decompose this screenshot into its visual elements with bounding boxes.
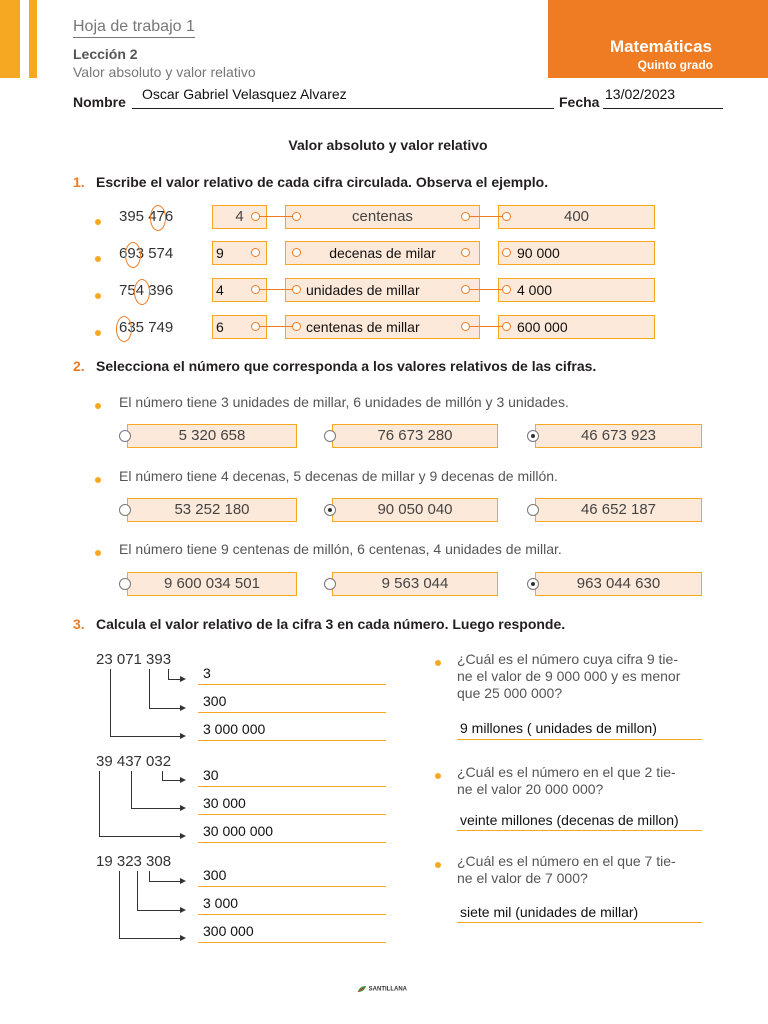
q1-number: 1. [73, 174, 85, 190]
bracket-line [119, 871, 181, 939]
answer-line [198, 942, 386, 943]
q3-number: 3. [73, 616, 85, 632]
connector-knob [292, 322, 301, 331]
q3-number-value: 19 323 308 [96, 853, 172, 870]
relative-value-box: 400 [498, 205, 655, 229]
circled-digit: 4 [135, 282, 145, 299]
bullet [95, 403, 101, 409]
q3-number-value: 23 071 393 [96, 651, 172, 668]
answer-field[interactable]: 30 000 000 [203, 823, 274, 839]
connector-knob [502, 322, 511, 331]
answer-field[interactable]: 30 000 [203, 795, 246, 811]
bullet [435, 862, 441, 868]
option-box[interactable]: 53 252 180 [127, 498, 297, 522]
answer-field[interactable]: 3 000 [203, 895, 239, 911]
q2-statement: El número tiene 9 centenas de millón, 6 centenas, 4 unidades de millar. [119, 541, 562, 557]
absolute-value-box[interactable]: 6 [212, 315, 267, 339]
answer-field[interactable]: siete mil (unidades de millar) [460, 904, 639, 920]
page-title: Valor absoluto y valor relativo [288, 137, 488, 153]
q3-question: ¿Cuál es el número en el que 7 tie- ne el valor de 7 000? [457, 853, 676, 886]
circled-digit: 4 [148, 208, 157, 225]
option-box[interactable]: 46 652 187 [535, 498, 702, 522]
q3-question: ¿Cuál es el número cuya cifra 9 tie- ne el valor de 9 000 000 y es menor que 25 000 000? [457, 651, 681, 701]
connector-knob [251, 212, 260, 221]
connector-knob [461, 322, 470, 331]
option-radio-selected[interactable] [527, 578, 539, 590]
connector-knob [251, 285, 260, 294]
answer-line [198, 712, 386, 713]
date-line [603, 108, 723, 109]
bullet [95, 550, 101, 556]
digit-circle [116, 316, 132, 342]
place-name-box: centenas [285, 205, 480, 229]
bracket-line [110, 669, 181, 737]
option-box[interactable]: 5 320 658 [127, 424, 297, 448]
place-name-box[interactable]: centenas de millar [285, 315, 480, 339]
relative-value-box[interactable]: 4 000 [498, 278, 655, 302]
connector-knob [292, 212, 301, 221]
publisher-name: SANTILLANA [368, 986, 408, 993]
connector-knob [292, 248, 301, 257]
answer-field[interactable]: 3 000 000 [203, 721, 266, 737]
answer-field[interactable]: 300 000 [203, 923, 254, 939]
answer-field[interactable]: 300 [203, 693, 227, 709]
relative-value-box[interactable]: 600 000 [498, 315, 655, 339]
absolute-value-box[interactable]: 4 [212, 278, 267, 302]
option-box[interactable]: 963 044 630 [535, 572, 702, 596]
option-radio[interactable] [324, 578, 336, 590]
header-stripe-right [29, 0, 37, 78]
answer-field[interactable]: veinte millones (decenas de millon) [460, 812, 679, 828]
option-box[interactable]: 76 673 280 [332, 424, 498, 448]
answer-line [198, 914, 386, 915]
digit-circle [134, 279, 150, 305]
option-box[interactable]: 9 563 044 [332, 572, 498, 596]
circled-number: 395 476 [119, 208, 174, 225]
connector-line [465, 289, 506, 290]
lesson-subtitle: Valor absoluto y valor relativo [73, 64, 256, 80]
option-radio[interactable] [119, 504, 131, 516]
option-box[interactable]: 90 050 040 [332, 498, 498, 522]
option-radio-selected[interactable] [324, 504, 336, 516]
bullet [95, 219, 101, 225]
answer-field[interactable]: 30 [203, 767, 219, 783]
connector-knob [461, 212, 470, 221]
option-radio[interactable] [527, 504, 539, 516]
subject-title: Matemáticas [609, 37, 712, 56]
arrow-icon [180, 833, 186, 839]
answer-line [198, 684, 386, 685]
option-radio[interactable] [324, 430, 336, 442]
arrow-icon [180, 733, 186, 739]
bullet [95, 293, 101, 299]
circled-digit: 6 [119, 319, 128, 336]
lesson-label: Lección 2 [73, 46, 138, 62]
option-box[interactable]: 9 600 034 501 [127, 572, 297, 596]
option-radio-selected[interactable] [527, 430, 539, 442]
connector-knob [251, 248, 260, 257]
subject-banner [548, 0, 768, 78]
date-label: Fecha [559, 94, 600, 110]
relative-value-box[interactable]: 90 000 [498, 241, 655, 265]
answer-line [198, 814, 386, 815]
bullet [95, 256, 101, 262]
connector-knob [461, 285, 470, 294]
name-field[interactable]: Oscar Gabriel Velasquez Alvarez [142, 86, 347, 102]
q3-question: ¿Cuál es el número en el que 2 tie- ne el valor 20 000 000? [457, 764, 676, 797]
q2-instruction: Selecciona el número que corresponda a los valores relativos de las cifras. [96, 358, 597, 374]
name-line [132, 108, 554, 109]
answer-field[interactable]: 300 [203, 867, 227, 883]
circled-number: 693 574 [119, 245, 174, 262]
answer-line [457, 922, 702, 923]
answer-line [457, 739, 702, 740]
answer-line [198, 740, 386, 741]
name-label: Nombre [73, 94, 126, 110]
connector-knob [502, 285, 511, 294]
circled-number: 635 749 [119, 319, 174, 336]
connector-line [465, 326, 506, 327]
absolute-value-box: 4 [212, 205, 267, 229]
option-radio[interactable] [119, 430, 131, 442]
bullet [435, 773, 441, 779]
worksheet-label: Hoja de trabajo 1 [73, 18, 195, 38]
publisher-logo [357, 985, 407, 993]
bullet [435, 660, 441, 666]
q2-statement: El número tiene 4 decenas, 5 decenas de millar y 9 decenas de millón. [119, 468, 558, 484]
connector-knob [292, 285, 301, 294]
place-name-box[interactable]: unidades de millar [285, 278, 480, 302]
connector-knob [502, 212, 511, 221]
bullet [95, 477, 101, 483]
connector-line [465, 216, 506, 217]
bullet [95, 330, 101, 336]
connector-knob [502, 248, 511, 257]
q2-statement: El número tiene 3 unidades de millar, 6 unidades de millón y 3 unidades. [119, 394, 569, 410]
option-box[interactable]: 46 673 923 [535, 424, 702, 448]
digit-circle [125, 242, 141, 268]
q3-instruction: Calcula el valor relativo de la cifra 3 en cada número. Luego responde. [96, 616, 566, 632]
circled-digit: 9 [127, 245, 136, 262]
q1-instruction: Escribe el valor relativo de cada cifra circulada. Observa el ejemplo. [96, 174, 549, 190]
connector-knob [461, 248, 470, 257]
q3-number-value: 39 437 032 [96, 753, 172, 770]
date-field[interactable]: 13/02/2023 [605, 86, 676, 102]
place-name-box[interactable]: decenas de milar [285, 241, 480, 265]
arrow-icon [180, 935, 186, 941]
circled-number: 754 396 [119, 282, 174, 299]
q2-number: 2. [73, 358, 85, 374]
grade-label: Quinto grado [637, 58, 713, 72]
answer-field[interactable]: 3 [203, 665, 211, 681]
answer-line [198, 842, 386, 843]
leaf-icon [357, 985, 367, 993]
option-radio[interactable] [119, 578, 131, 590]
bracket-line [99, 771, 181, 837]
answer-line [198, 786, 386, 787]
answer-line [457, 830, 702, 831]
connector-knob [251, 322, 260, 331]
answer-field[interactable]: 9 millones ( unidades de millon) [460, 720, 657, 736]
digit-circle [150, 205, 166, 231]
absolute-value-box[interactable]: 9 [212, 241, 267, 265]
header-stripe-left [0, 0, 20, 78]
answer-line [198, 886, 386, 887]
